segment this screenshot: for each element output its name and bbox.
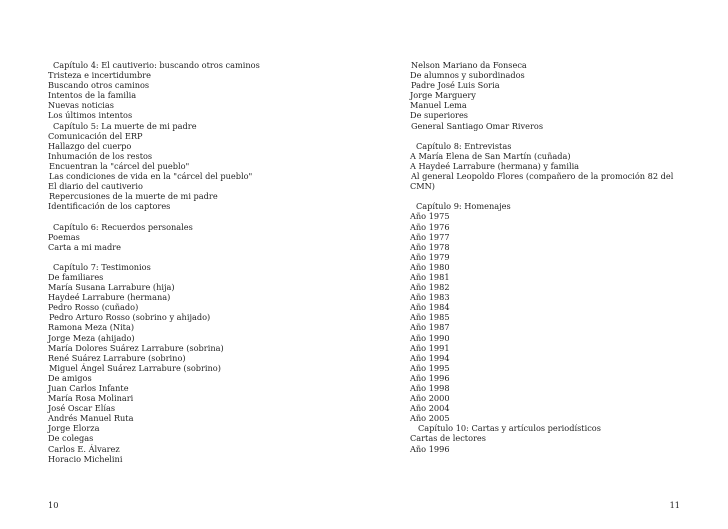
toc-item: René Suárez Larrabure (sobrino) xyxy=(48,352,186,363)
toc-item: Buscando otros caminos xyxy=(48,80,150,91)
toc-item: Poemas xyxy=(48,231,80,242)
toc-item: Tristeza e incertidumbre xyxy=(48,70,151,81)
toc-item: Manuel Lema xyxy=(410,100,467,111)
toc-item: Intentos de la familia xyxy=(48,90,137,101)
year-item: Año 2000 xyxy=(410,393,450,404)
chapter-10-heading: Capítulo 10: Cartas y artículos periodísticos xyxy=(418,423,601,434)
toc-item: Las condiciones de vida en la "cárcel del pueblo" xyxy=(49,171,253,182)
year-item: Año 1987 xyxy=(410,322,450,333)
chapter-5-heading: Capítulo 5: La muerte de mi padre xyxy=(53,120,197,131)
toc-item: Andrés Manuel Ruta xyxy=(48,413,134,424)
toc-item: Jorge Meza (ahijado) xyxy=(48,332,135,343)
year-item: Año 1981 xyxy=(410,271,450,282)
right-page-contents xyxy=(410,60,675,454)
toc-item: Miguel Ángel Suárez Larrabure (sobrino) xyxy=(49,362,221,373)
toc-item: Encuentran la "cárcel del pueblo" xyxy=(49,160,190,171)
year-item: Año 1979 xyxy=(410,251,450,262)
year-item: Año 1977 xyxy=(410,231,450,242)
toc-item: Nelson Mariano da Fonseca xyxy=(411,60,527,70)
year-item: Año 1998 xyxy=(410,383,450,393)
page-number-right: 11 xyxy=(669,500,680,510)
toc-item: Jorge Marguery xyxy=(410,90,476,101)
chapter-9-heading: Capítulo 9: Homenajes xyxy=(416,201,511,212)
toc-item: María Dolores Suárez Larrabure (sobrina) xyxy=(48,342,224,353)
year-item: Año 2005 xyxy=(410,413,450,424)
chapter-6-heading: Capítulo 6: Recuerdos personales xyxy=(53,221,193,232)
year-item: Año 1978 xyxy=(410,241,450,252)
chapter-7-heading: Capítulo 7: Testimonios xyxy=(53,261,151,272)
left-page-contents xyxy=(48,60,368,464)
toc-item: Padre José Luis Soria xyxy=(411,80,500,91)
toc-item: Carta a mi madre xyxy=(48,241,121,252)
toc-item: Jorge Elorza xyxy=(48,423,100,434)
toc-item: De amigos xyxy=(48,372,92,383)
toc-item: General Santiago Omar Riveros xyxy=(411,120,544,131)
year-item: Año 2004 xyxy=(410,403,450,414)
toc-item: Haydeé Larrabure (hermana) xyxy=(48,292,171,303)
toc-item: María Susana Larrabure (hija) xyxy=(48,282,175,293)
year-item: Año 1996 xyxy=(410,372,450,383)
year-item: Año 1995 xyxy=(410,362,450,373)
toc-item: Al general Leopoldo Flores (compañero de la promoción 82 del xyxy=(411,171,674,182)
toc-item: María Rosa Molinari xyxy=(48,393,134,404)
year-item: Año 1984 xyxy=(410,302,450,313)
toc-item: Repercusiones de la muerte de mi padre xyxy=(49,191,218,202)
toc-item: De superiores xyxy=(410,110,468,121)
year-item: Año 1975 xyxy=(410,211,450,222)
year-item: Año 1985 xyxy=(410,312,450,323)
toc-item: A Haydeé Larrabure (hermana) y familia xyxy=(410,160,580,171)
toc-item: Los últimos intentos xyxy=(48,110,133,121)
toc-item: Comunicación del ERP xyxy=(48,130,143,141)
toc-item: Identificación de los captores xyxy=(48,201,171,212)
toc-item: Horacio Michelini xyxy=(48,453,123,464)
toc-item: Inhumación de los restos xyxy=(48,150,153,161)
toc-item: El diario del cautiverio xyxy=(48,181,143,192)
toc-item: Juan Carlos Infante xyxy=(48,383,129,393)
toc-item: De alumnos y subordinados xyxy=(410,70,525,81)
year-item: Año 1994 xyxy=(410,352,450,363)
toc-item: De colegas xyxy=(48,433,94,444)
toc-item: Pedro Arturo Rosso (sobrino y ahijado) xyxy=(49,312,211,323)
toc-item: CMN) xyxy=(410,181,436,192)
toc-item: Nuevas noticias xyxy=(48,100,114,111)
toc-item: José Oscar Elías xyxy=(48,403,116,414)
chapter-8-heading: Capítulo 8: Entrevistas xyxy=(416,140,512,151)
year-item: Año 1991 xyxy=(410,342,450,353)
toc-item: A María Elena de San Martín (cuñada) xyxy=(410,150,571,161)
toc-item: Cartas de lectores xyxy=(410,433,486,444)
toc-item: Hallazgo del cuerpo xyxy=(48,140,132,151)
year-item: Año 1976 xyxy=(410,221,450,232)
toc-item: Carlos E. Álvarez xyxy=(48,443,120,454)
year-item: Año 1980 xyxy=(410,261,450,272)
year-item: Año 1982 xyxy=(410,282,450,293)
year-item: Año 1983 xyxy=(410,292,450,303)
chapter-4-heading: Capítulo 4: El cautiverio: buscando otros caminos xyxy=(53,60,260,70)
toc-item: Ramona Meza (Nita) xyxy=(48,322,135,333)
toc-item: Año 1996 xyxy=(410,443,450,454)
year-item: Año 1990 xyxy=(410,332,450,343)
toc-item: Pedro Rosso (cuñado) xyxy=(48,302,139,313)
page-number-left: 10 xyxy=(48,500,59,510)
toc-item: De familiares xyxy=(48,271,104,282)
